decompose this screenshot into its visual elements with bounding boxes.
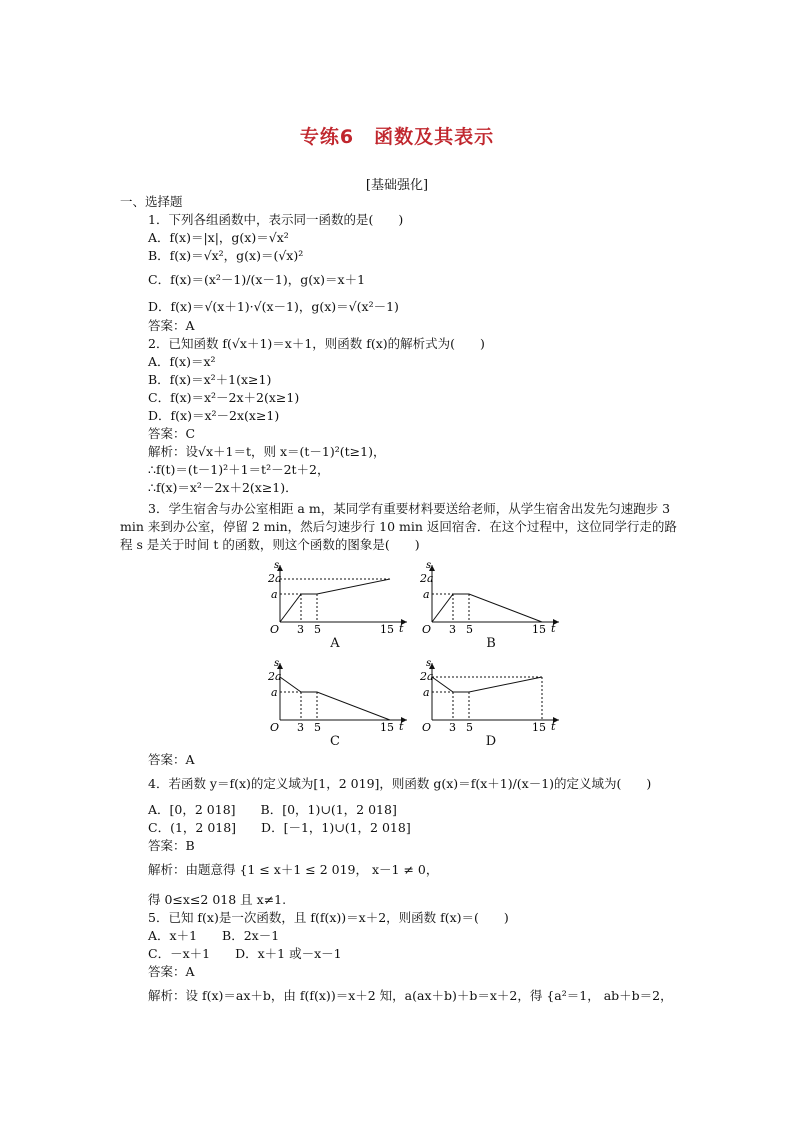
graph-a	[262, 560, 412, 635]
svg-text:O: O	[270, 623, 280, 635]
svg-text:s: s	[426, 560, 432, 571]
graph-d-label: D	[485, 734, 497, 749]
q1-stem: 1．下列各组函数中，表示同一函数的是( )	[148, 212, 404, 227]
q4-answer: 答案：B	[148, 838, 195, 853]
graph-c	[262, 658, 412, 733]
svg-text:s: s	[274, 560, 280, 571]
q2-analysis-1: 解析：设√x＋1＝t，则 x＝(t－1)²(t≥1)，	[148, 444, 386, 459]
q2-answer: 答案：C	[148, 426, 196, 441]
svg-text:2a: 2a	[268, 670, 282, 683]
q4-stem: 4．若函数 y＝f(x)的定义域为[1，2 019]，则函数 g(x)＝f(x＋1)/(x－1)的定义域为( )	[148, 776, 652, 791]
svg-text:3: 3	[297, 721, 304, 733]
svg-text:O: O	[422, 623, 432, 635]
graph-b	[414, 560, 564, 635]
svg-text:t: t	[399, 622, 404, 635]
graph-a-label: A	[330, 636, 340, 651]
q1-option-a: A．f(x)＝|x|，g(x)＝√x²	[148, 230, 289, 245]
svg-text:a: a	[423, 686, 430, 699]
svg-text:15: 15	[380, 623, 394, 635]
svg-text:O: O	[422, 721, 432, 733]
svg-text:5: 5	[466, 623, 473, 635]
q2-stem: 2．已知函数 f(√x＋1)＝x＋1，则函数 f(x)的解析式为( )	[148, 336, 485, 351]
svg-text:s: s	[426, 658, 432, 669]
svg-text:t: t	[551, 622, 556, 635]
svg-text:a: a	[271, 686, 278, 699]
q1-option-d: D．f(x)＝√(x＋1)·√(x－1)，g(x)＝√(x²－1)	[148, 299, 399, 314]
svg-text:5: 5	[466, 721, 473, 733]
q2-analysis-2: ∴f(t)＝(t－1)²＋1＝t²－2t＋2，	[148, 462, 330, 477]
svg-text:t: t	[551, 720, 556, 733]
q4-options-1: A．[0，2 018] B．[0，1)∪(1，2 018]	[148, 802, 397, 817]
q5-options-1: A．x＋1 B．2x－1	[148, 928, 280, 943]
svg-text:2a: 2a	[420, 670, 434, 683]
graph-b-label: B	[486, 636, 496, 651]
q5-stem: 5．已知 f(x)是一次函数，且 f(f(x))＝x＋2，则函数 f(x)＝( )	[148, 910, 509, 925]
q4-analysis-2: 得 0≤x≤2 018 且 x≠1.	[148, 892, 287, 907]
q2-option-b: B．f(x)＝x²＋1(x≥1)	[148, 372, 272, 387]
q2-analysis-3: ∴f(x)＝x²－2x＋2(x≥1)．	[148, 480, 298, 495]
svg-text:15: 15	[380, 721, 394, 733]
svg-text:a: a	[271, 588, 278, 601]
q1-option-c: C．f(x)＝(x²－1)/(x－1)，g(x)＝x＋1	[148, 272, 366, 287]
page-title: 专练6 函数及其表示	[299, 126, 495, 148]
q2-option-c: C．f(x)＝x²－2x＋2(x≥1)	[148, 390, 300, 405]
svg-text:15: 15	[532, 721, 546, 733]
q2-option-d: D．f(x)＝x²－2x(x≥1)	[148, 408, 280, 423]
q1-answer: 答案：A	[148, 318, 195, 333]
section-subtitle: [基础强化]	[365, 178, 429, 193]
graph-c-label: C	[330, 734, 340, 749]
svg-text:3: 3	[449, 623, 456, 635]
q5-analysis: 解析：设 f(x)＝ax＋b，由 f(f(x))＝x＋2 知，a(ax＋b)＋b＝x＋2，得 {a²＝1， ab＋b＝2，	[148, 988, 673, 1003]
svg-text:3: 3	[297, 623, 304, 635]
q3-answer: 答案：A	[148, 752, 195, 767]
section-heading: 一、选择题	[120, 194, 183, 209]
q5-options-2: C．－x＋1 D．x＋1 或－x－1	[148, 946, 342, 961]
svg-text:2a: 2a	[268, 572, 282, 585]
q4-options-2: C．(1，2 018] D．[－1，1)∪(1，2 018]	[148, 820, 411, 835]
svg-text:5: 5	[314, 721, 321, 733]
svg-text:s: s	[274, 658, 280, 669]
svg-text:3: 3	[449, 721, 456, 733]
q2-option-a: A．f(x)＝x²	[148, 354, 216, 369]
q5-answer: 答案：A	[148, 964, 195, 979]
svg-text:O: O	[270, 721, 280, 733]
svg-text:2a: 2a	[420, 572, 434, 585]
q4-analysis-1: 解析：由题意得 {1 ≤ x＋1 ≤ 2 019， x－1 ≠ 0，	[148, 862, 439, 877]
graph-d	[414, 658, 564, 733]
q3-stem: 3．学生宿舍与办公室相距 a m，某同学有重要材料要送给老师，从学生宿舍出发先匀速跑步 3 min 来到办公室，停留 2 min，然后匀速步行 10 min 返回宿舍．在这个过程中，这位同学行走的路程 s 是关于时间 t 的函数，则这个函数的图象是( )	[120, 501, 677, 552]
svg-text:a: a	[423, 588, 430, 601]
svg-text:5: 5	[314, 623, 321, 635]
svg-text:15: 15	[532, 623, 546, 635]
q1-option-b: B．f(x)＝√x²，g(x)＝(√x)²	[148, 248, 304, 263]
svg-text:t: t	[399, 720, 404, 733]
